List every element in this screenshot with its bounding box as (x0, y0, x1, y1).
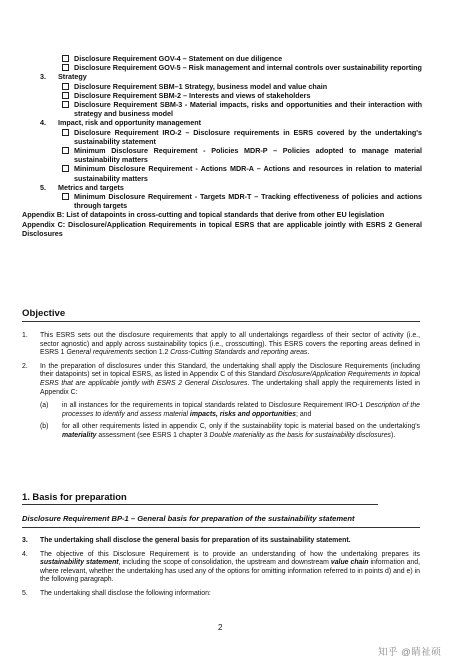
toc-appendix-text: Appendix C: Disclosure/Application Requirements in topical ESRS that are applicable jointly with ESRS 2 General Disclosures (22, 219, 422, 238)
toc-entry (22, 54, 422, 63)
basis-section (22, 537, 420, 604)
paragraph-number: 1. (22, 332, 28, 339)
toc-entry (22, 146, 422, 164)
toc-entry-text: Disclosure Requirement SBM–1 Strategy, business model and value chain (74, 81, 328, 91)
toc-entry (22, 82, 422, 91)
sub-item-label: (b) (40, 423, 49, 431)
page-number: 2 (218, 623, 223, 632)
toc-appendix (22, 210, 422, 219)
paragraph-number: 4. (22, 550, 28, 558)
toc-entry-text: Disclosure Requirement GOV-5 – Risk management and internal controls over sustainability reporting (74, 63, 422, 73)
toc-section-heading (22, 183, 422, 192)
paragraph-4: 4. The objective of this Disclosure Requirement is to provide an understanding of how the undertaking prepares its sustainability statement, including the scope of consolidation, the upstream and downstream value chain information and, where relevant, whether the undertaking has used any of the options for omitting information referred to in points d) and e) in the following paragraph. (22, 550, 420, 584)
checkbox-icon (62, 64, 69, 71)
toc-entry-text: Minimum Disclosure Requirement - Policies MDR-P – Policies adopted to manage material sustainability matters (74, 146, 422, 165)
toc-section-title: Strategy (58, 72, 87, 82)
checkbox-icon (62, 129, 69, 136)
toc-entry-text: Disclosure Requirement IRO-2 – Disclosure requirements in ESRS covered by the undertaking's sustainability statement (74, 127, 422, 146)
paragraph-number: 3. (22, 537, 28, 544)
bp1-heading: Disclosure Requirement BP-1 – General basis for preparation of the sustainability statement (22, 514, 355, 523)
objective-section (22, 332, 420, 445)
paragraph-number: 5. (22, 589, 28, 597)
toc-section-number: 4. (40, 118, 46, 128)
toc-entry (22, 128, 422, 146)
checkbox-icon (62, 165, 69, 172)
sub-item-label: (a) (40, 402, 49, 410)
table-of-contents (22, 54, 422, 238)
sub-item-a: (a) in all instances for the requirements in topical standards related to Disclosure Requirement IRO-1 Description of the processes to identify and assess material impacts, risks and opportunities; and (40, 402, 420, 418)
toc-entry-text: Disclosure Requirement SBM-3 - Material impacts, risks and opportunities and their interaction with strategy and business model (74, 100, 422, 119)
bp1-rule (22, 527, 420, 528)
toc-section-title: Metrics and targets (58, 182, 124, 192)
toc-entry-text: Disclosure Requirement SBM-2 – Interests and views of stakeholders (74, 90, 311, 100)
toc-section-title: Impact, risk and opportunity management (58, 118, 201, 128)
sub-item-b: (b) for all other requirements listed in appendix C, only if the sustainability topic is material based on the undertaking's materiality assessment (see ESRS 1 chapter 3 Double materiality as the basis for sustainability disclosures). (40, 423, 420, 439)
basis-heading: 1. Basis for preparation (22, 491, 127, 502)
checkbox-icon (62, 55, 69, 62)
watermark: 知乎 @睛祉硕 (378, 647, 442, 658)
toc-entry (22, 192, 422, 210)
toc-entry (22, 100, 422, 118)
objective-heading: Objective (22, 308, 66, 319)
objective-rule (22, 321, 420, 322)
toc-section-number: 3. (40, 72, 46, 82)
toc-appendix (22, 220, 422, 238)
paragraph-5: 5. The undertaking shall disclose the following information: (22, 589, 211, 597)
paragraph-3: 3. The undertaking shall disclose the general basis for preparation of its sustainability statement. (22, 537, 351, 544)
toc-entry (22, 91, 422, 100)
toc-appendix-text: Appendix B: List of datapoints in cross-cutting and topical standards that derive from other EU legislation (22, 210, 385, 220)
toc-section-number: 5. (40, 182, 46, 192)
toc-entry (22, 164, 422, 182)
toc-entry-text: Minimum Disclosure Requirement - Targets MDR-T – Tracking effectiveness of policies and actions through targets (74, 192, 422, 211)
checkbox-icon (62, 101, 69, 108)
toc-section-heading (22, 72, 422, 81)
checkbox-icon (62, 83, 69, 90)
toc-entry (22, 63, 422, 72)
basis-rule (22, 504, 378, 505)
toc-entry-text: Minimum Disclosure Requirement - Actions MDR-A – Actions and resources in relation to material sustainability matters (74, 164, 422, 183)
paragraph-number: 2. (22, 362, 28, 370)
paragraph-1: 1. This ESRS sets out the disclosure requirements that apply to all undertakings regardless of their sector of activity (i.e., sector agnostic) and apply across sustainability topics (i.e., crosscutting). This ESRS covers the reporting areas defined in ESRS 1 General requirements section 1.2 Cross-Cutting Standards and reporting areas. (22, 332, 420, 357)
checkbox-icon (62, 193, 69, 200)
paragraph-2: 2. In the preparation of disclosures under this Standard, the undertaking shall apply the Disclosure Requirements (including their datapoints) set in topical ESRS, as listed in Appendix C of this Standard Disclosure/Application Requirements in topical ESRS that are applicable jointly with ESRS 2 General Disclosures. The undertaking shall apply the requirements listed in Appendix C: (22, 362, 420, 396)
toc-entry-text: Disclosure Requirement GOV-4 – Statement on due diligence (74, 54, 283, 63)
toc-section-heading (22, 118, 422, 127)
checkbox-icon (62, 92, 69, 99)
checkbox-icon (62, 147, 69, 154)
